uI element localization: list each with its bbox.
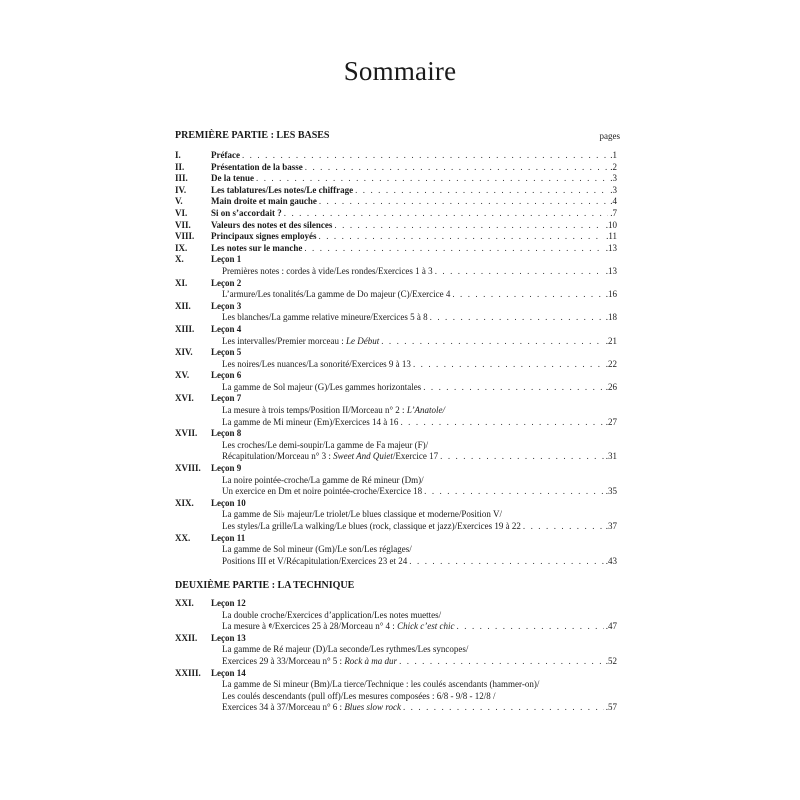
leader-dots	[409, 556, 603, 568]
chapter-number: VIII.	[175, 231, 195, 242]
subline-italic: Blues slow rock	[344, 702, 401, 713]
toc-subline	[175, 644, 617, 656]
toc-entry	[175, 243, 617, 255]
page-number: .22	[605, 358, 617, 369]
subline-after: /Exercice 17	[392, 451, 439, 462]
chapter-title: Leçon 10	[211, 497, 246, 508]
toc-entry	[175, 301, 617, 324]
toc-entry	[175, 220, 617, 232]
subline-text: Les croches/Le demi-soupir/La gamme de Fa majeur (F)/	[222, 439, 429, 450]
chapter-number: XIV.	[175, 347, 193, 358]
page-number: .47	[605, 621, 617, 632]
toc-subline	[175, 266, 617, 278]
toc-entry	[175, 254, 617, 277]
subline-text: La gamme de Si mineur (Bm)/La tierce/Technique : les coulés ascendants (hammer-on)/	[222, 679, 540, 690]
toc-entry	[175, 533, 617, 568]
leader-dots	[440, 451, 604, 463]
leader-dots	[435, 266, 604, 278]
leader-dots	[319, 196, 608, 208]
chapter-title: Leçon 7	[211, 393, 242, 404]
toc-entry-head	[175, 347, 617, 359]
subline-text: Les styles/La grille/La walking/Le blues (rock, classique et jazz)/Exercices 19 à 22	[222, 521, 521, 531]
chapter-number: II.	[175, 161, 185, 172]
toc-entry	[175, 370, 617, 393]
chapter-number: XVIII.	[175, 463, 201, 474]
chapter-title: Leçon 8	[211, 428, 242, 439]
subline-text: Récapitulation/Morceau n° 3 :	[222, 451, 331, 462]
chapter-number: XX.	[175, 532, 191, 543]
chapter-title: De la tenue	[211, 173, 254, 184]
page-number: .18	[605, 312, 617, 323]
subline-text: Les blanches/La gamme relative mineure/Exercices 5 à 8	[222, 312, 428, 323]
chapter-title: Leçon 1	[211, 254, 242, 265]
leader-dots	[423, 382, 604, 394]
leader-dots	[413, 359, 604, 371]
subline-text: La gamme de Sol majeur (G)/Les gammes horizontales	[222, 381, 422, 392]
page-number: .7	[610, 207, 617, 218]
leader-dots	[452, 289, 603, 301]
chapter-title: Principaux signes employés	[211, 231, 317, 242]
chapter-number: XIII.	[175, 323, 195, 334]
toc-subline	[175, 289, 617, 301]
chapter-number: VII.	[175, 219, 191, 230]
toc-entry-head	[175, 598, 617, 610]
toc-subline	[175, 359, 617, 371]
chapter-title: Leçon 4	[211, 323, 242, 334]
page-number: .3	[610, 173, 617, 184]
toc-subline	[175, 312, 617, 324]
toc-entry-head	[175, 220, 617, 232]
part1-heading: PREMIÈRE PARTIE : LES BASES	[175, 130, 330, 141]
page-number: .26	[605, 381, 617, 392]
toc-entry	[175, 347, 617, 370]
toc-entry	[175, 185, 617, 197]
toc-entry	[175, 463, 617, 498]
toc-entry-head	[175, 668, 617, 680]
subline-italic: Le Début	[345, 335, 380, 346]
chapter-number: XV.	[175, 370, 190, 381]
toc-subline	[175, 521, 617, 533]
page-title: Sommaire	[343, 56, 457, 86]
toc-subline	[175, 621, 617, 633]
chapter-title: Leçon 12	[211, 598, 246, 608]
chapter-title: Leçon 5	[211, 347, 242, 358]
toc-entry	[175, 498, 617, 533]
toc-subline	[175, 440, 617, 452]
page-number: .4	[610, 196, 617, 207]
page-number: .57	[605, 702, 617, 713]
part2-heading: DEUXIÈME PARTIE : LA TECHNIQUE	[175, 580, 355, 591]
toc-subline	[175, 509, 617, 521]
subline-text: La gamme de Ré majeur (D)/La seconde/Les rythmes/Les syncopes/	[222, 644, 469, 655]
subline-text: Exercices 29 à 33/Morceau n° 5 :	[222, 655, 343, 666]
toc-subline	[175, 556, 617, 568]
chapter-number: XXIII.	[175, 667, 201, 678]
toc-entry-head	[175, 150, 617, 162]
page-number: .1	[610, 150, 617, 160]
toc-entry-head	[175, 393, 617, 405]
subline-text: Un exercice en Dm et noire pointée-croche/Exercice 18	[222, 486, 423, 497]
toc-entry	[175, 231, 617, 243]
chapter-number: XXI.	[175, 598, 194, 608]
leader-dots	[457, 621, 604, 633]
leader-dots	[381, 336, 604, 348]
toc-subline	[175, 336, 617, 348]
toc-entry	[175, 208, 617, 220]
chapter-title: Leçon 2	[211, 277, 242, 288]
part2-entries	[175, 598, 617, 714]
page-number: .13	[605, 265, 617, 276]
subline-text: La gamme de Si♭ majeur/Le triolet/Le blues classique et moderne/Position V/	[222, 509, 503, 520]
subline-text: Positions III et V/Récapitulation/Exercices 23 et 24	[222, 555, 408, 566]
page-number: .2	[610, 161, 617, 172]
subline-italic: Sweet And Quiet	[333, 451, 393, 462]
toc-entry-head	[175, 231, 617, 243]
toc-subline	[175, 486, 617, 498]
page-number: .37	[605, 521, 617, 531]
page-number: .13	[605, 242, 617, 253]
toc-entry	[175, 668, 617, 714]
toc-entry	[175, 150, 617, 162]
leader-dots	[284, 208, 609, 220]
leader-dots	[424, 486, 604, 498]
toc-entry-head	[175, 185, 617, 197]
leader-dots	[305, 162, 609, 174]
page-number: .27	[605, 416, 617, 427]
toc-entry-head	[175, 243, 617, 255]
subline-text: Premières notes : cordes à vide/Les rondes/Exercices 1 à 3	[222, 265, 433, 276]
leader-dots	[355, 185, 608, 197]
leader-dots	[304, 243, 603, 255]
chapter-title: Valeurs des notes et des silences	[211, 219, 333, 230]
subline-text: La gamme de Mi mineur (Em)/Exercices 14 à 16	[222, 416, 399, 427]
toc-subline	[175, 544, 617, 556]
chapter-title: Leçon 6	[211, 370, 242, 381]
toc-subline	[175, 382, 617, 394]
chapter-title: Leçon 11	[211, 532, 246, 543]
chapter-title: Leçon 3	[211, 300, 242, 311]
toc-entry	[175, 633, 617, 668]
chapter-number: XII.	[175, 300, 191, 311]
toc-entry-head	[175, 533, 617, 545]
subline-italic: L’Anatole/	[406, 405, 445, 416]
chapter-number: IX.	[175, 242, 188, 253]
part1-entries	[175, 150, 617, 567]
pages-label: pages	[599, 131, 620, 141]
toc-subline	[175, 679, 617, 691]
chapter-number: XVI.	[175, 393, 194, 404]
chapter-number: XI.	[175, 277, 188, 288]
chapter-number: VI.	[175, 207, 188, 218]
toc-subline	[175, 656, 617, 668]
chapter-number: XVII.	[175, 428, 198, 439]
toc-entry	[175, 598, 617, 633]
subline-text: La mesure à 𝄵/Exercices 25 à 28/Morceau n° 4 :	[222, 621, 395, 632]
subline-text: Les noires/Les nuances/La sonorité/Exercices 9 à 13	[222, 358, 411, 369]
toc-entry	[175, 393, 617, 428]
chapter-title: Leçon 14	[211, 667, 246, 678]
subline-italic: Chick c’est chic	[397, 621, 455, 632]
leader-dots	[400, 417, 603, 429]
subline-text: La noire pointée-croche/La gamme de Ré mineur (Dm)/	[222, 474, 424, 485]
toc-entry-head	[175, 324, 617, 336]
page-number: .21	[605, 335, 617, 346]
chapter-title: Main droite et main gauche	[211, 196, 317, 207]
toc-subline	[175, 475, 617, 487]
chapter-number: IV.	[175, 184, 187, 195]
toc-entry-head	[175, 370, 617, 382]
chapter-title: Les notes sur le manche	[211, 242, 303, 253]
leader-dots	[430, 312, 604, 324]
chapter-title: Leçon 9	[211, 463, 242, 474]
toc-entry	[175, 278, 617, 301]
subline-text: Exercices 34 à 37/Morceau n° 6 :	[222, 702, 343, 713]
toc-entry	[175, 173, 617, 185]
chapter-number: I.	[175, 150, 181, 160]
page-number: .43	[605, 555, 617, 566]
toc-entry-head	[175, 498, 617, 510]
subline-text: Les coulés descendants (pull off)/Les mesures composées : 6/8 - 9/8 - 12/8 /	[222, 690, 496, 701]
toc-subline	[175, 405, 617, 417]
page-number: .35	[605, 486, 617, 497]
toc-entry	[175, 428, 617, 463]
toc-entry	[175, 162, 617, 174]
leader-dots	[334, 220, 603, 232]
toc-entry-head	[175, 254, 617, 266]
toc-entry	[175, 196, 617, 208]
chapter-title: Les tablatures/Les notes/Le chiffrage	[211, 184, 354, 195]
subline-text: La gamme de Sol mineur (Gm)/Le son/Les réglages/	[222, 544, 412, 555]
chapter-title: Si on s’accordait ?	[211, 207, 282, 218]
leader-dots	[319, 231, 605, 243]
page-number: .31	[605, 451, 617, 462]
toc-subline	[175, 691, 617, 703]
chapter-title: Préface	[211, 150, 240, 160]
toc-entry-head	[175, 162, 617, 174]
subline-text: Les intervalles/Premier morceau :	[222, 335, 344, 346]
toc-entry-head	[175, 301, 617, 313]
subline-italic: Rock à ma dur	[344, 655, 398, 666]
page-number: .16	[605, 289, 617, 300]
subline-text: La double croche/Exercices d’application/Les notes muettes/	[222, 609, 442, 620]
page-number: .10	[605, 219, 617, 230]
toc-subline	[175, 417, 617, 429]
page-number: .3	[610, 184, 617, 195]
toc-entry-head	[175, 633, 617, 645]
chapter-number: XIX.	[175, 497, 194, 508]
toc-subline	[175, 702, 617, 714]
leader-dots	[256, 173, 608, 185]
toc-entry-head	[175, 428, 617, 440]
chapter-title: Leçon 13	[211, 632, 246, 643]
chapter-number: X.	[175, 254, 184, 265]
chapter-title: Présentation de la basse	[211, 161, 303, 172]
toc-entry-head	[175, 196, 617, 208]
toc-subline	[175, 610, 617, 622]
toc-entry-head	[175, 278, 617, 290]
toc-entry	[175, 324, 617, 347]
toc-entry-head	[175, 173, 617, 185]
toc-subline	[175, 451, 617, 463]
chapter-number: XXII.	[175, 632, 198, 643]
leader-dots	[399, 656, 604, 668]
page-number: .52	[605, 655, 617, 666]
leader-dots	[403, 702, 604, 714]
toc-entry-head	[175, 208, 617, 220]
toc-entry-head	[175, 463, 617, 475]
chapter-number: III.	[175, 173, 188, 184]
page-number: .11	[606, 231, 617, 242]
subline-text: La mesure à trois temps/Position II/Morceau n° 2 :	[222, 405, 405, 416]
subline-text: L’armure/Les tonalités/La gamme de Do majeur (C)/Exercice 4	[222, 289, 451, 300]
leader-dots	[242, 150, 608, 162]
chapter-number: V.	[175, 196, 183, 207]
leader-dots	[523, 521, 604, 533]
